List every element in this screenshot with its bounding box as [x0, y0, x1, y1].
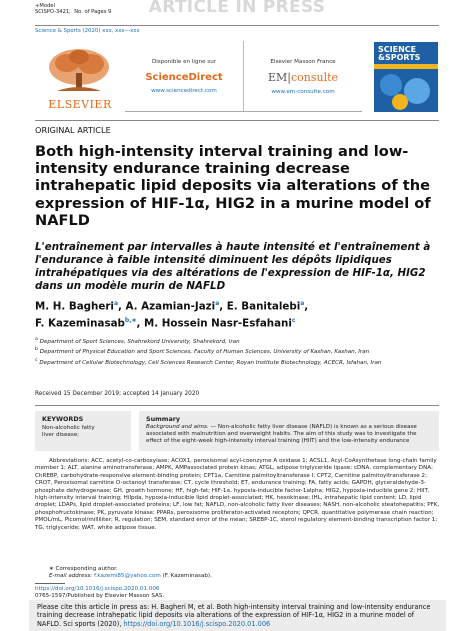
author-name[interactable]: , A. Azamian-Jazi	[118, 300, 216, 313]
keywords-panel	[35, 411, 131, 451]
journal-cover-image	[374, 42, 438, 112]
affiliation-a	[35, 336, 440, 346]
affiliation-marker: a	[35, 337, 38, 342]
email-owner: (F. Kazeminasab).	[160, 573, 212, 580]
citation-text	[37, 603, 439, 628]
emconsulte-panel	[244, 41, 362, 111]
cover-decoration	[380, 74, 402, 96]
em-mark: EM|	[267, 71, 291, 84]
received-dates: Received 15 December 2019; accepted 14 January 2020	[35, 391, 200, 397]
correspondence-footnote	[49, 566, 212, 581]
divider	[35, 120, 439, 121]
affiliation-marker: a	[300, 300, 305, 307]
copyright-line: 0765-1597/Published by Elsevier Masson SAS.	[35, 593, 165, 600]
page-count: No. of Pages 9	[74, 9, 112, 16]
affiliation-text: Department of Physical Education and Sport Sciences, Faculty of Human Sciences, University of Kashan, Kashan, Iran	[39, 349, 370, 356]
elsevier-logo	[35, 41, 125, 111]
email-line	[49, 573, 212, 580]
cover-band	[374, 64, 438, 69]
article-title: Both high-intensity interval training and low-intensity endurance training decrease intrahepatic lipid deposits via alterations of the expression of HIF-1α, HIG2 in a murine model of NAFLD	[35, 143, 431, 229]
email-link[interactable]: f.kazemi85@yahoo.com	[94, 573, 161, 580]
author-name[interactable]: , E. Banitalebi	[219, 300, 301, 313]
affiliation-c	[35, 357, 440, 367]
keywords-list	[42, 425, 95, 440]
french-title: L'entraînement par intervalles à haute intensité et l'entraînement à l'endurance à faible intensité diminuent les dépôts lipidiques intrahépatiques via des altérations de l'expression de HIF-1α, HIG2 dans un modèle murin de NAFLD	[35, 241, 431, 292]
citation-body: Please cite this article in press as: H. Bagheri M, et al. Both high-intensity interval training and low-intensity endurance training decrease intrahepatic lipid deposits via alterations of the expression of HIF-1α, HIG2 in a murine model of NAFLD. Sci sports (2020),	[37, 603, 431, 628]
emconsulte-link[interactable]: www.em-consulte.com	[271, 89, 335, 95]
author-list: M. H. Bagheri$^a$, A. Azamian-Jazi$^a$, E. Banitalebi$^a$, F. Kazeminasab$^{b,∗}$, M. Hossein Nasr-Esfahani$^c$	[35, 300, 309, 330]
author-name[interactable]: M. H. Bagheri	[35, 300, 114, 313]
affiliation-marker: a	[215, 300, 220, 307]
ref-code: SCISPO-3421;	[35, 9, 71, 16]
emconsulte-logo	[244, 71, 362, 84]
affiliation-marker: b	[35, 347, 38, 353]
article-in-press-banner: ARTICLE IN PRESS	[148, 0, 326, 17]
affiliation-text: Department of Sport Sciences, Shahrekord University, Shahrekord, Iran	[39, 338, 240, 345]
affiliation-marker: b,∗	[124, 316, 137, 324]
citation-doi-link[interactable]: https://doi.org/10.1016/j.scispo.2020.01.006	[123, 619, 271, 628]
affiliation-marker: c	[35, 357, 38, 363]
summary-panel	[139, 411, 439, 451]
author-name[interactable]: , M. Hossein Nasr-Esfahani	[136, 317, 292, 330]
abbreviations-footnote: Abbreviations: ACC, acetyl-co-carboxylase; ACOX1, peroxisomal acyl-coenzyme A oxidase 1; ACSL1, Acyl-CoAsynthetase long-chain family member 1; ALT, alanine aminotransferase; AMPK, AMPassociated protein kinas; ATGL, adipose triglyceride lipase; cDNA, complementary DNA; ChREBP, carbohydrate-responsive element-binding protein; CPT1a, Carnitine palmitoyltransferase I; CPT2, Carnitine palmitoyltransferase 2; CROT, Peroxisomal carnitine O-octanoyl transferase; CT, cycle threshold; ET, endurance training; FA, fatty acids; GAPDH, glyceraldehyde-3-phosphate dehydrogenase; GH, growth hormone; HF, high-fat; HIF-1α, hypoxia-inducible factor-1alpha; HIG2, hypoxia-inducible gene 2; HIIT, high-intensity interval training; Hilpda, hypoxia-inducible lipid droplet-associated; HK, hexokinase; IHL, intrahepatic lipid content; LD, lipid droplet; LDAPs, lipid droplet-associated proteins; LF, low fat; NAFLD, non-alcoholic fatty liver diseases; NASH, non-alcoholic steatohepatitis; PFK, phosphofructokinase; PK, pyruvate kinase; PPARs, peroxisome proliferator-activated receptors; QPCR, quantitative polymerase chain reaction; PMOL/mL, Picomol/milliliter; R, regulation; SEM, standard error of the mean; SREBP-1C, sterol regulatory element-binding transcription factor 1; TG, triglyceride; WAT, white adipose tissue.	[35, 458, 440, 531]
elsevier-tree-icon	[45, 47, 113, 93]
affiliations	[35, 336, 440, 367]
publisher-wordmark: ELSEVIER	[48, 98, 112, 111]
availability-panel	[125, 41, 362, 112]
summary-body: — Non-alcoholic fatty liver disease (NAFLD) is known as a serious disease associated with malnutrition and overweight habits. The aim of this study was to investigate the effect of the eight-week high-intensity interval training (HIIT) and the low-intensity endurance	[146, 424, 417, 445]
journal-reference: Science & Sports (2020) xxx, xxx—xxx	[35, 25, 439, 34]
keyword-item: Non-alcoholic fatty	[42, 425, 95, 431]
model-label: +Model	[35, 3, 55, 9]
publisher-label: Elsevier Masson France	[270, 59, 336, 65]
email-label: E-mail address:	[49, 573, 95, 580]
divider	[35, 405, 439, 406]
sciencedirect-logo: ScienceDirect	[145, 72, 223, 83]
doi-block	[35, 586, 164, 601]
cover-decoration	[392, 94, 408, 110]
keyword-item: liver disease;	[42, 432, 80, 439]
affiliation-marker: a	[113, 300, 119, 307]
online-label: Disponible en ligne sur	[151, 59, 217, 65]
citation-box	[29, 600, 446, 631]
doi-link[interactable]: https://doi.org/10.1016/j.scispo.2020.01.006	[35, 586, 160, 592]
summary-text	[146, 424, 434, 446]
corresponding-author-label: ∗ Corresponding author.	[49, 566, 118, 572]
affiliation-b	[35, 346, 440, 356]
affiliation-marker: c	[291, 316, 296, 324]
divider	[35, 583, 65, 584]
summary-heading: Summary	[146, 415, 181, 423]
affiliation-text: Department of Cellular Biotechnology, Cell Sciences Research Center, Royan Institute Biotechnology, ACECR, Isfahan, Iran	[39, 359, 382, 366]
keywords-heading: KEYWORDS	[42, 415, 84, 423]
article-type: ORIGINAL ARTICLE	[35, 125, 111, 135]
author-name[interactable]: F. Kazeminasab	[35, 317, 125, 330]
cover-title: SCIENCE &SPORTS	[378, 45, 421, 62]
sciencedirect-panel	[125, 41, 244, 111]
consulte-mark: consulte	[290, 71, 339, 84]
sciencedirect-link[interactable]: www.sciencedirect.com	[151, 88, 217, 94]
summary-lead: Background and aims.	[146, 424, 209, 430]
